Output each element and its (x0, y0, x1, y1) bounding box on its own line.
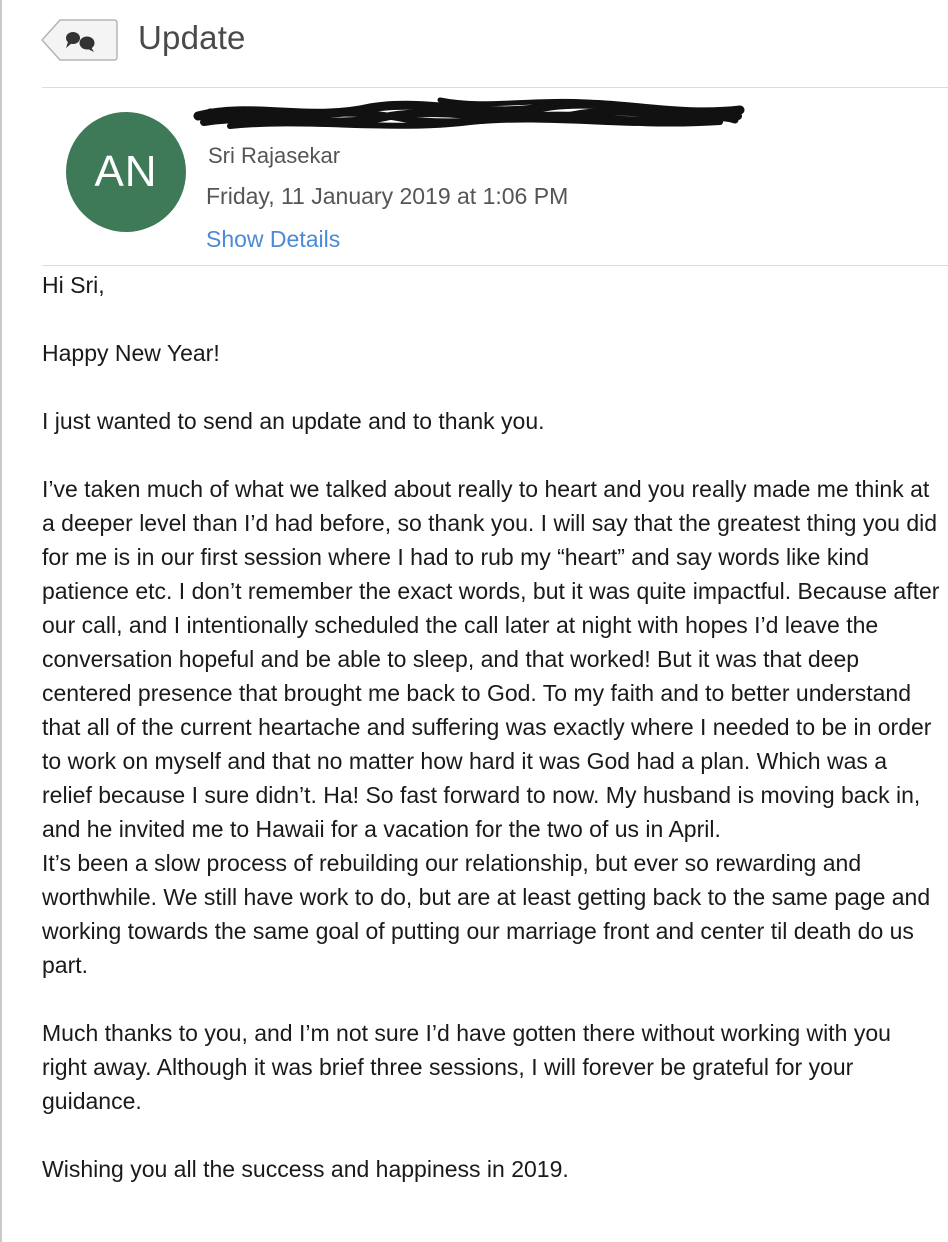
sender-name: Sri Rajasekar (208, 143, 341, 168)
closing-line: Wishing you all the success and happiness in 2019. (42, 1156, 569, 1182)
greeting: Hi Sri, (42, 272, 105, 298)
new-year-line: Happy New Year! (42, 340, 220, 366)
main-paragraph: I’ve taken much of what we talked about really to heart and you really made me think at a deeper level than I’d had before, so thank you. I will say that the greatest thing you did for me is in our first session where I had to rub my “heart” and say words like kind patience etc. I don’t remember the exact words, but it was quite impactful. Because after our call, and I intentionally scheduled the call later at night with hopes I’d leave the conversation hopeful and be able to sleep, and that worked! But it was that deep centered presence that brought me back to God. To my faith and to better understand that all of the current heartache and suffering was exactly where I needed to be in order to work on myself and that no matter how hard it was God had a plan. Which was a relief because I sure didn’t. Ha! So fast forward to now. My husband is moving back in, and he invited me to Hawaii for a vacation for the two of us in April. It’s been a slow process of rebuilding our relationship, but ever so rewarding and worthwhile. We still have work to do, but are at least getting back to the same page and working towards the same goal of putting our marriage front and center til death do us part. (42, 476, 940, 978)
thanks-paragraph: Much thanks to you, and I’m not sure I’d have gotten there without working with you right away. Although it was brief three sessions, I will forever be grateful for your guidance. (42, 1020, 891, 1114)
intro-line: I just wanted to send an update and to thank you. (42, 408, 545, 434)
conversation-back-button[interactable] (40, 18, 118, 62)
sender-avatar (66, 112, 186, 232)
avatar-initials: AN (94, 147, 158, 196)
window-left-edge (0, 0, 2, 1242)
sent-date: Friday, 11 January 2019 at 1:06 PM (206, 183, 569, 209)
show-details-link[interactable]: Show Details (206, 226, 341, 252)
message-header-divider (42, 265, 948, 266)
email-subject: Update (138, 19, 246, 56)
redacted-email-address (190, 92, 750, 140)
header-divider (42, 87, 948, 88)
message-body (42, 268, 942, 1220)
speech-bubbles-icon (40, 18, 118, 62)
